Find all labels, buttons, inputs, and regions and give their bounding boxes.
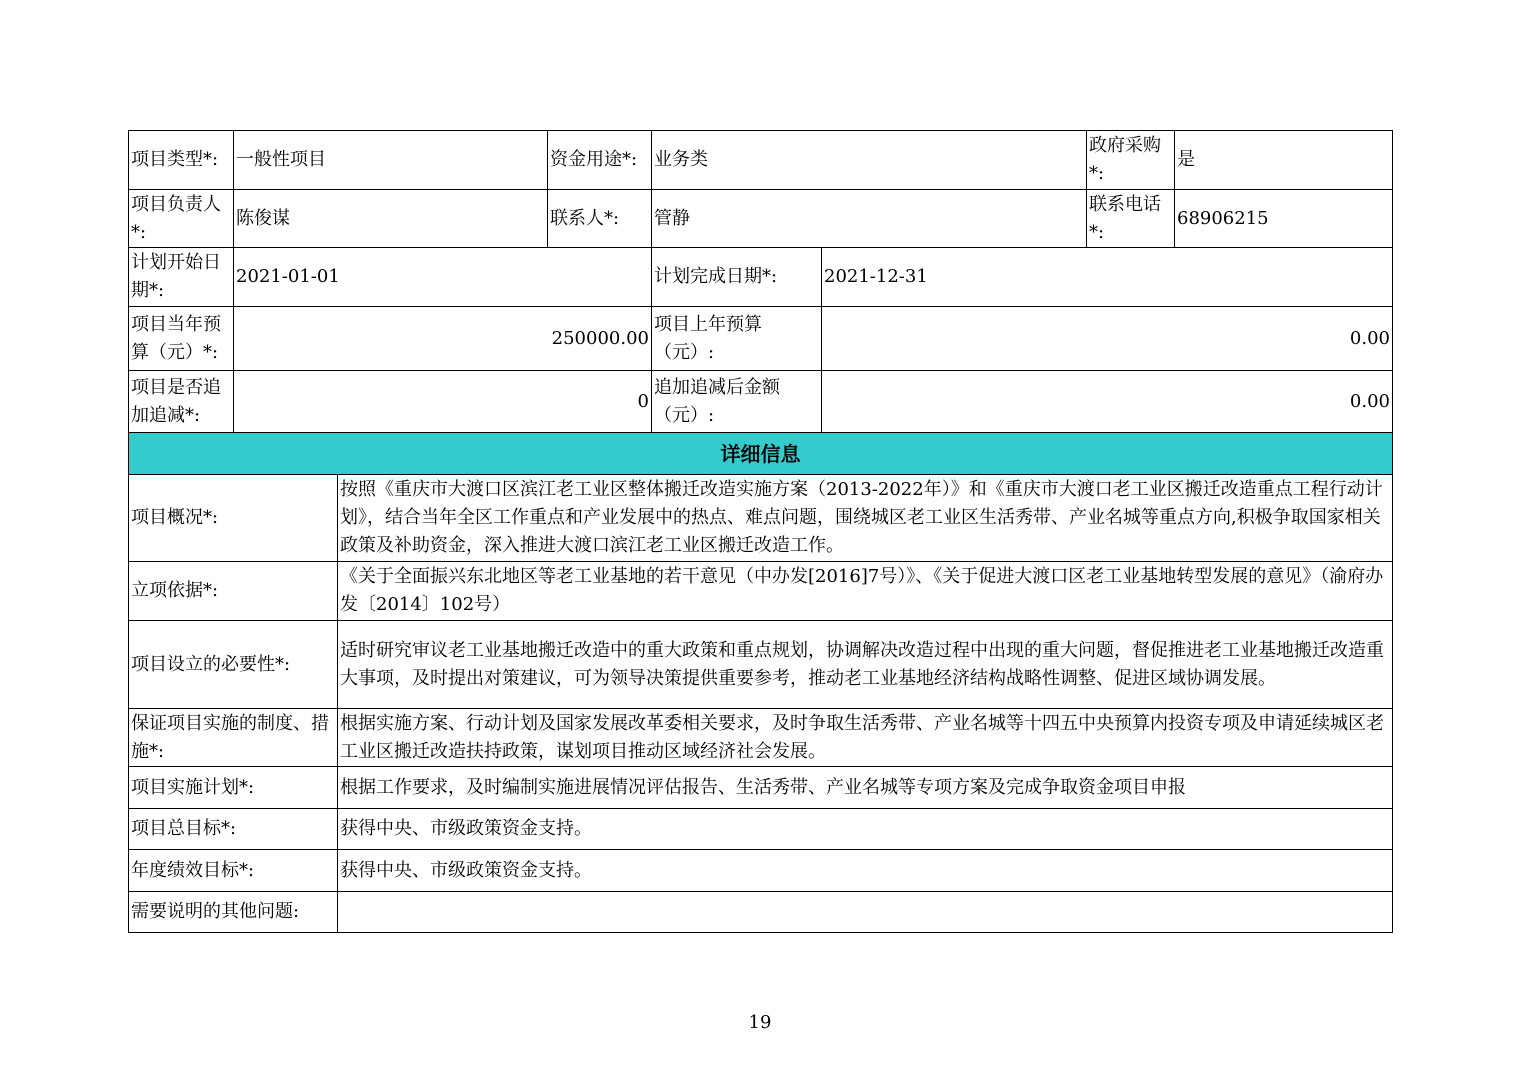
detail-row-value: 按照《重庆市大渡口区滨江老工业区整体搬迁改造实施方案（2013-2022年）》和《重庆市大渡口老工业区搬迁改造重点工程行动计划》，结合当年全区工作重点和产业发展中的热点、难点问题，围绕城区老工业区生活秀带、产业名城等重点方向,积极争取国家相关政策及补助资金，深入推进大渡口滨江老工业区搬迁改造工作。 bbox=[338, 475, 1393, 562]
last-year-budget-label: 项目上年预算（元）: bbox=[652, 307, 822, 371]
plan-end-date-label: 计划完成日期*: bbox=[652, 248, 822, 307]
detail-row-value: 根据实施方案、行动计划及国家发展改革委相关要求，及时争取生活秀带、产业名城等十四五中央预算内投资专项及申请延续城区老工业区搬迁改造扶持政策，谋划项目推动区域经济社会发展。 bbox=[338, 709, 1393, 767]
detail-row-value: 获得中央、市级政策资金支持。 bbox=[338, 809, 1393, 850]
budget-adjust-label: 项目是否追加追减*: bbox=[129, 371, 234, 433]
detail-row-value: 《关于全面振兴东北地区等老工业基地的若干意见（中办发[2016]7号）》、《关于促进大渡口区老工业基地转型发展的意见》（渝府办发〔2014〕102号） bbox=[338, 562, 1393, 621]
table-row bbox=[129, 850, 1393, 892]
fund-usage-label: 资金用途*: bbox=[548, 131, 652, 190]
detail-row-label: 项目概况*: bbox=[129, 475, 338, 562]
project-basic-info-table bbox=[128, 130, 1393, 433]
table-row bbox=[129, 767, 1393, 809]
contact-phone-value: 68906215 bbox=[1175, 190, 1393, 248]
detail-row-value: 根据工作要求，及时编制实施进展情况评估报告、生活秀带、产业名城等专项方案及完成争取资金项目申报 bbox=[338, 767, 1393, 809]
contact-phone-label: 联系电话*: bbox=[1087, 190, 1175, 248]
detail-row-label: 项目实施计划*: bbox=[129, 767, 338, 809]
detail-section-header: 详细信息 bbox=[129, 433, 1393, 475]
budget-adjust-value: 0 bbox=[234, 371, 652, 433]
gov-purchase-label: 政府采购*: bbox=[1087, 131, 1175, 190]
current-year-budget-value: 250000.00 bbox=[234, 307, 652, 371]
table-row bbox=[129, 475, 1393, 562]
contact-person-label: 联系人*: bbox=[548, 190, 652, 248]
detail-row-label: 项目设立的必要性*: bbox=[129, 621, 338, 709]
detail-row-label: 年度绩效目标*: bbox=[129, 850, 338, 892]
detail-row-label: 项目总目标*: bbox=[129, 809, 338, 850]
after-adjust-amount-value: 0.00 bbox=[822, 371, 1393, 433]
detail-row-label: 保证项目实施的制度、措施*: bbox=[129, 709, 338, 767]
detail-row-value: 适时研究审议老工业基地搬迁改造中的重大政策和重点规划，协调解决改造过程中出现的重大问题，督促推进老工业基地搬迁改造重大事项，及时提出对策建议，可为领导决策提供重要参考，推动老工业基地经济结构战略性调整、促进区域协调发展。 bbox=[338, 621, 1393, 709]
table-row bbox=[129, 562, 1393, 621]
fund-usage-value: 业务类 bbox=[652, 131, 1087, 190]
project-leader-value: 陈俊谋 bbox=[234, 190, 548, 248]
detail-row-label: 需要说明的其他问题: bbox=[129, 892, 338, 933]
project-type-label: 项目类型*: bbox=[129, 131, 234, 190]
contact-person-value: 管静 bbox=[652, 190, 1087, 248]
project-detail-table bbox=[128, 432, 1393, 933]
project-type-value: 一般性项目 bbox=[234, 131, 548, 190]
table-row bbox=[129, 892, 1393, 933]
table-row bbox=[129, 809, 1393, 850]
last-year-budget-value: 0.00 bbox=[822, 307, 1393, 371]
plan-start-date-value: 2021-01-01 bbox=[234, 248, 652, 307]
table-row bbox=[129, 621, 1393, 709]
project-leader-label: 项目负责人*: bbox=[129, 190, 234, 248]
detail-row-label: 立项依据*: bbox=[129, 562, 338, 621]
detail-row-value: 获得中央、市级政策资金支持。 bbox=[338, 850, 1393, 892]
after-adjust-amount-label: 追加追减后金额（元）: bbox=[652, 371, 822, 433]
plan-end-date-value: 2021-12-31 bbox=[822, 248, 1393, 307]
plan-start-date-label: 计划开始日期*: bbox=[129, 248, 234, 307]
detail-row-value bbox=[338, 892, 1393, 933]
table-row bbox=[129, 709, 1393, 767]
gov-purchase-value: 是 bbox=[1175, 131, 1393, 190]
page-number: 19 bbox=[748, 1012, 772, 1033]
current-year-budget-label: 项目当年预算（元）*: bbox=[129, 307, 234, 371]
